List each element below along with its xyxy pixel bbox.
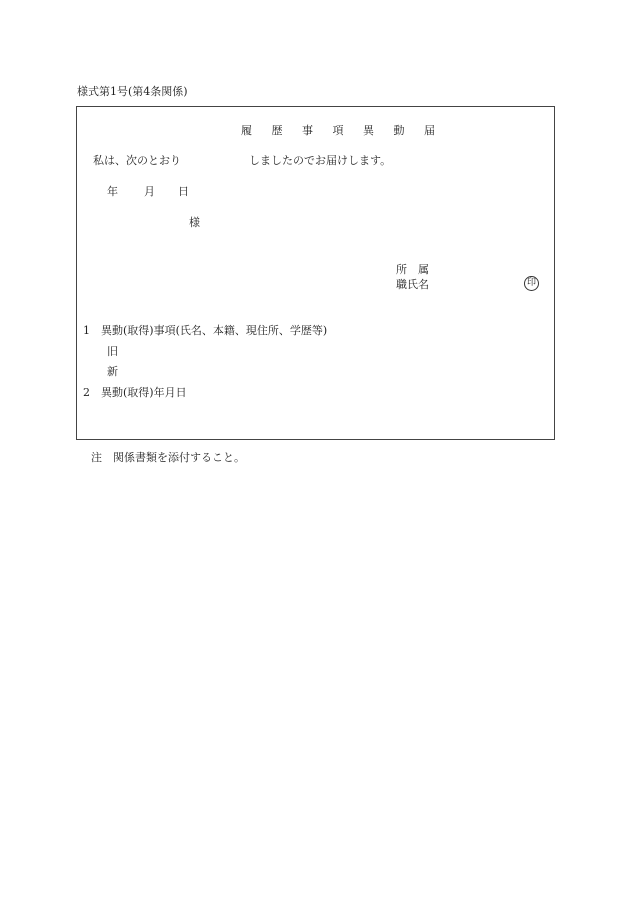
affiliation-label: 所 属 <box>396 263 429 276</box>
item-2-heading: 2 異動(取得)年月日 <box>83 386 187 399</box>
date-day-label: 日 <box>178 185 189 198</box>
date-month-label: 月 <box>144 185 155 198</box>
item-1-old-label: 旧 <box>107 345 118 358</box>
notice-text-prefix: 私は、次のとおり <box>93 154 181 167</box>
form-title: 履 歴 事 項 異 動 届 <box>241 124 443 137</box>
position-name-label: 職氏名 <box>396 278 429 291</box>
form-number-label: 様式第1号(第4条関係) <box>77 85 188 98</box>
seal-icon: 印 <box>524 276 539 291</box>
footnote: 注 関係書類を添付すること。 <box>91 451 245 464</box>
item-1-heading: 1 異動(取得)事項(氏名、本籍、現住所、学歴等) <box>83 324 328 337</box>
date-year-label: 年 <box>107 185 118 198</box>
addressee-honorific: 様 <box>189 216 200 229</box>
item-1-new-label: 新 <box>107 365 118 378</box>
notice-text-suffix: しましたのでお届けします。 <box>249 154 392 167</box>
